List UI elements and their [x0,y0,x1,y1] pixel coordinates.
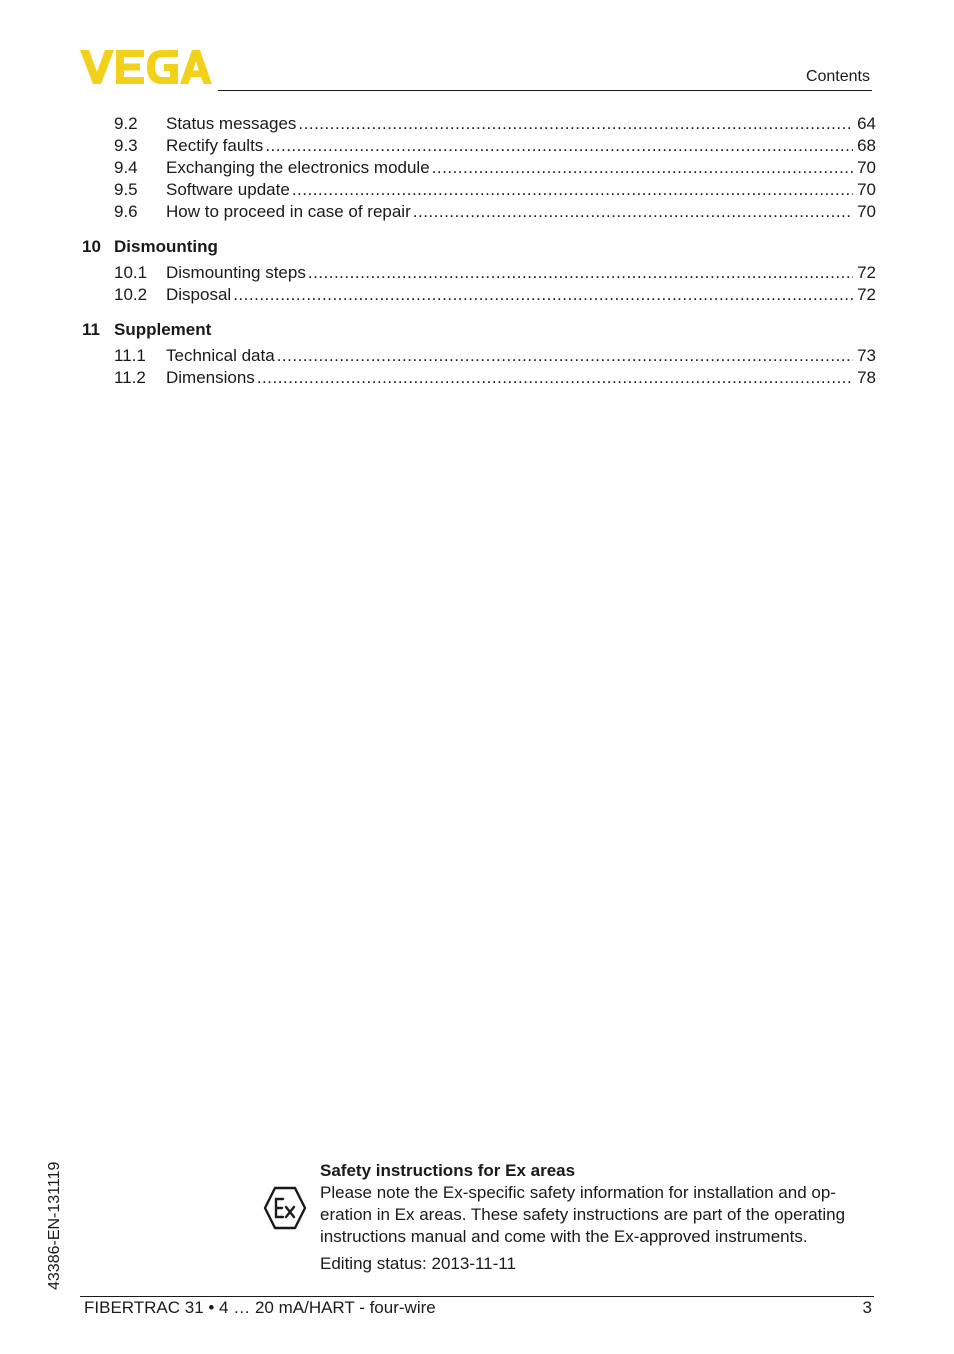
toc-chapter-title: Dismounting [114,237,218,256]
toc-entry-title: Rectify faults [166,136,264,155]
ex-safety-notice [320,1160,876,1248]
toc-leader-dots [277,345,853,367]
toc-entry[interactable] [80,262,876,284]
toc-entry-page: 70 [857,202,876,221]
toc-entry-page: 72 [857,285,876,304]
toc-entry[interactable] [80,367,876,389]
toc-entry-page: 78 [857,368,876,387]
toc-entry-page: 72 [857,263,876,282]
toc-entry-number: 9.4 [114,158,138,177]
toc-entry-number: 11.2 [114,368,146,387]
toc-entry[interactable] [80,135,876,157]
toc-entry-number: 11.1 [114,346,146,365]
toc-entry[interactable] [80,113,876,135]
toc-chapter-title: Supplement [114,320,212,339]
toc-leader-dots [432,157,853,179]
toc-entry-title: Software update [166,180,290,199]
toc-entry-title: Dismounting steps [166,263,306,282]
toc-entry-title: Technical data [166,346,275,365]
toc-entry-title: Status messages [166,114,297,133]
toc-entry-number: 10.2 [114,285,148,304]
vega-logo [80,50,212,84]
header-rule [218,90,872,91]
safety-body: Please note the Ex-specific safety information for installation and op eration in Ex areas. These safety instructions are part of the operating instructions manual and come with the Ex-approved instruments. [320,1183,846,1246]
toc-entry-title: Disposal [166,285,232,304]
footer-product: FIBERTRAC 31 • 4 … 20 mA/HART - four-wire [84,1298,436,1317]
toc-entry[interactable] [80,345,876,367]
toc-chapter-heading[interactable] [80,235,876,259]
toc-entry-title: How to proceed in case of repair [166,202,411,221]
toc-entry-title: Exchanging the electronics module [166,158,430,177]
toc-entry[interactable] [80,201,876,223]
toc-chapter-number: 11 [82,320,100,339]
page-number: 3 [862,1298,872,1317]
toc-leader-dots [233,284,853,306]
toc-entry[interactable] [80,284,876,306]
toc-chapter-heading[interactable] [80,318,876,342]
toc-entry-page: 73 [857,346,876,365]
toc-leader-dots [298,113,853,135]
toc-entry-page: 64 [857,114,876,133]
header-section-label: Contents [805,68,870,85]
toc-leader-dots [292,179,853,201]
toc-entry-number: 9.2 [114,114,138,133]
toc-leader-dots [413,201,853,223]
toc-entry-page: 70 [857,158,876,177]
toc-entry-number: 10.1 [114,263,148,282]
document-code: 43386-EN-131119 [46,1161,63,1290]
toc-leader-dots [257,367,853,389]
footer-rule [80,1296,874,1297]
toc-entry-title: Dimensions [166,368,255,387]
toc-entry[interactable] [80,179,876,201]
ex-protection-icon [263,1186,307,1230]
editing-status: Editing status: 2013-11-11 [320,1254,516,1273]
toc-leader-dots [265,135,853,157]
toc-entry-page: 68 [857,136,876,155]
toc-entry-number: 9.6 [114,202,138,221]
table-of-contents [80,113,876,389]
toc-chapter-number: 10 [82,237,101,256]
toc-entry-page: 70 [857,180,876,199]
toc-entry[interactable] [80,157,876,179]
toc-leader-dots [308,262,853,284]
safety-title: Safety instructions for Ex areas [320,1161,576,1180]
toc-entry-number: 9.5 [114,180,138,199]
toc-entry-number: 9.3 [114,136,138,155]
